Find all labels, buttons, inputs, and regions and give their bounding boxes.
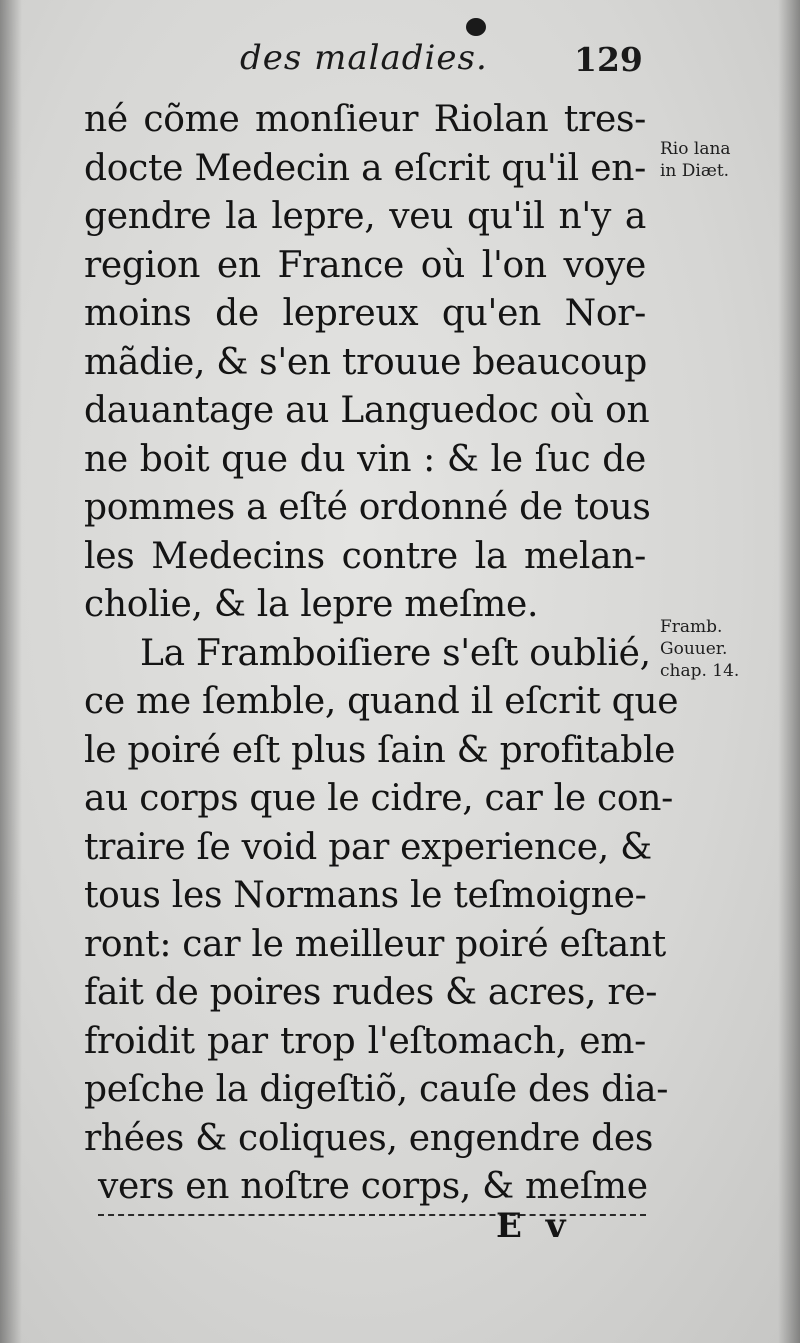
text-line: peſche la digeſtiõ, cauſe des dia- — [84, 1069, 669, 1110]
text-line: les Medecins contre la melan- — [84, 535, 646, 577]
margin-note-riolan — [660, 138, 731, 182]
text-line: mãdie, & s'en trouue beaucoup — [84, 341, 647, 383]
margin-note-line: in Diæt. — [660, 161, 730, 181]
text-line: le poiré eſt plus ſain & profitable — [84, 729, 676, 771]
text-line: tous les Normans le teſmoigne- — [84, 875, 647, 916]
text-line: froidit par trop l'eſtomach, em- — [84, 1020, 646, 1062]
text-line: rhées & coliques, engendre des — [84, 1117, 654, 1159]
ink-spot — [466, 18, 486, 36]
text-line: dauantage au Languedoc où on — [84, 390, 650, 431]
text-line: ce me ſemble, quand il eſcrit que — [84, 681, 679, 722]
margin-note-line: Framb. — [660, 617, 723, 637]
text-line: region en France où l'on voye — [84, 244, 646, 286]
running-head: des maladies. — [240, 38, 488, 78]
margin-note-line: chap. 14. — [660, 661, 740, 681]
text-line-underlined: vers en noſtre corps, & meſme — [98, 1163, 646, 1216]
text-line: ne boit que du vin : & le ſuc de — [84, 438, 646, 480]
text-line: fait de poires rudes & acres, re- — [84, 972, 658, 1013]
text-line: traire ſe void par experience, & — [84, 826, 652, 868]
text-line: né cõme monſieur Riolan tres- — [84, 99, 646, 140]
text-line: pommes a eſté ordonné de tous — [84, 487, 651, 528]
signature-mark: E v — [496, 1206, 572, 1246]
text-line: au corps que le cidre, car le con- — [84, 778, 673, 819]
body-text — [84, 96, 679, 1216]
page-edge-shadow-right — [778, 0, 800, 1343]
page-edge-shadow-left — [0, 0, 22, 1343]
text-line: ront: car le meilleur poiré eſtant — [84, 923, 666, 965]
text-line: La Framboiſiere s'eſt oublié, — [140, 632, 651, 674]
page-number: 129 — [574, 40, 643, 79]
text-line: moins de lepreux qu'en Nor- — [84, 293, 646, 334]
margin-note-framboisiere — [660, 616, 739, 682]
margin-note-line: Gouuer. — [660, 639, 728, 659]
text-line: cholie, & la lepre meſme. — [84, 584, 539, 625]
text-line: docte Medecin a eſcrit qu'il en- — [84, 147, 646, 189]
margin-note-line: Rio lana — [660, 139, 731, 159]
text-line: gendre la lepre, veu qu'il n'y a — [84, 196, 646, 237]
